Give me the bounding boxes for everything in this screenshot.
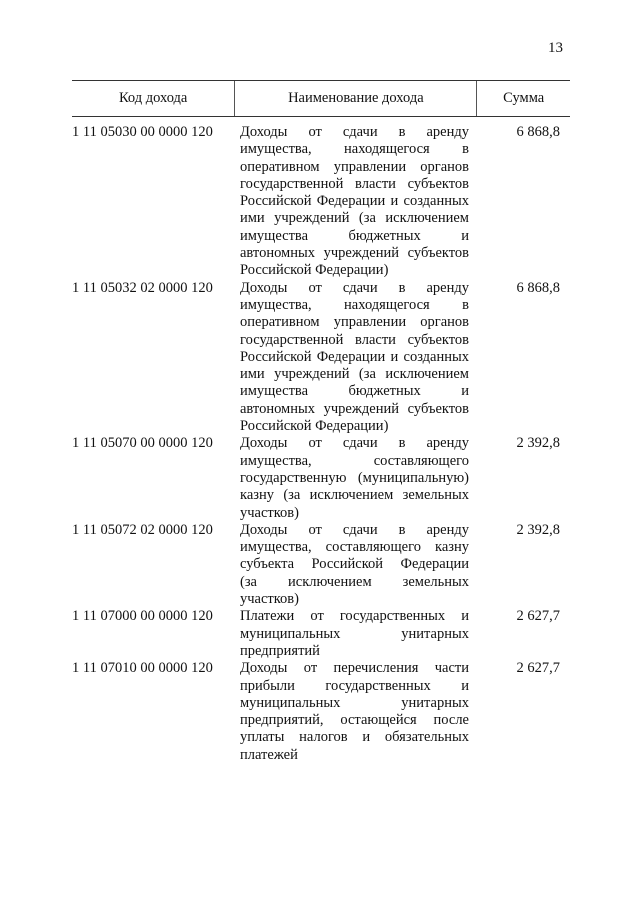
income-code: 1 11 07010 00 0000 120 <box>72 660 213 677</box>
income-name-line: оперативном управлении органов <box>240 158 469 175</box>
income-name-line: Российской Федерации) <box>240 418 389 435</box>
header-name: Наименование дохода <box>234 81 477 116</box>
income-name-line: Доходы от сдачи в аренду <box>240 124 469 140</box>
income-name-line: муниципальных унитарных <box>240 625 469 642</box>
income-name <box>240 522 469 608</box>
table-header <box>72 80 570 117</box>
income-name-line: имущества, находящегося в <box>240 296 469 313</box>
table-row <box>72 660 570 764</box>
income-name-line: автономных учреждений субъектов <box>240 400 469 417</box>
income-name-line: Доходы от перечисления части <box>240 660 469 677</box>
income-sum: 2 627,7 <box>516 660 560 677</box>
income-name <box>240 124 469 280</box>
income-name-line: участков) <box>240 504 299 521</box>
income-name-line: прибыли государственных и <box>240 677 469 694</box>
header-sum: Сумма <box>503 90 545 106</box>
income-name-line: государственной власти субъектов <box>240 175 469 192</box>
income-code: 1 11 07000 00 0000 120 <box>72 608 213 625</box>
income-code: 1 11 05030 00 0000 120 <box>72 124 213 140</box>
table-row <box>72 522 570 608</box>
income-name-line: ими учреждений (за исключением <box>240 366 469 383</box>
income-name-line: Российской Федерации) <box>240 262 389 279</box>
income-sum: 6 868,8 <box>516 124 560 140</box>
income-name-line: имущества, составляющего <box>240 452 469 469</box>
table-row <box>72 435 570 521</box>
income-name-line: ими учреждений (за исключением <box>240 210 469 227</box>
income-name-line: Доходы от сдачи в аренду <box>240 521 469 538</box>
income-name-line: (за исключением земельных <box>240 573 469 590</box>
income-name-line: участков) <box>240 591 299 608</box>
page-number: 13 <box>548 40 563 56</box>
income-name-line: государственную (муниципальную) <box>240 469 469 486</box>
income-code: 1 11 05032 02 0000 120 <box>72 279 213 296</box>
income-name-line: Российской Федерации и созданных <box>240 193 469 210</box>
income-name-line: имущества, составляющего казну <box>240 539 469 556</box>
income-sum: 2 392,8 <box>516 521 560 538</box>
income-name <box>240 608 469 660</box>
income-sum: 2 627,7 <box>516 608 560 625</box>
table-row <box>72 124 570 280</box>
table-row <box>72 280 570 436</box>
income-code: 1 11 05072 02 0000 120 <box>72 521 213 538</box>
income-name-line: предприятий <box>240 642 320 659</box>
income-name-line: Российской Федерации и созданных <box>240 348 469 365</box>
income-name-line: Доходы от сдачи в аренду <box>240 279 469 296</box>
income-name-line: субъекта Российской Федерации <box>240 556 469 573</box>
income-name-line: оперативном управлении органов <box>240 314 469 331</box>
income-name-line: автономных учреждений субъектов <box>240 245 469 262</box>
income-name-line: уплаты налогов и обязательных <box>240 729 469 746</box>
income-name <box>240 280 469 436</box>
table-body <box>72 124 570 764</box>
income-name-line: Платежи от государственных и <box>240 608 469 625</box>
income-name-line: предприятий, остающейся после <box>240 712 469 729</box>
income-code: 1 11 05070 00 0000 120 <box>72 435 213 452</box>
income-table <box>72 80 570 764</box>
income-name-line: имущества бюджетных и <box>240 227 469 244</box>
header-code: Код дохода <box>118 90 188 106</box>
income-sum: 2 392,8 <box>516 435 560 452</box>
income-name <box>240 660 469 764</box>
income-name-line: платежей <box>240 746 298 763</box>
income-name <box>240 435 469 521</box>
income-name-line: имущества, находящегося в <box>240 141 469 158</box>
income-name-line: казну (за исключением земельных <box>240 487 469 504</box>
income-name-line: Доходы от сдачи в аренду <box>240 435 469 452</box>
income-sum: 6 868,8 <box>516 279 560 296</box>
income-name-line: муниципальных унитарных <box>240 694 469 711</box>
income-name-line: государственной власти субъектов <box>240 331 469 348</box>
table-row <box>72 608 570 660</box>
income-name-line: имущества бюджетных и <box>240 383 469 400</box>
